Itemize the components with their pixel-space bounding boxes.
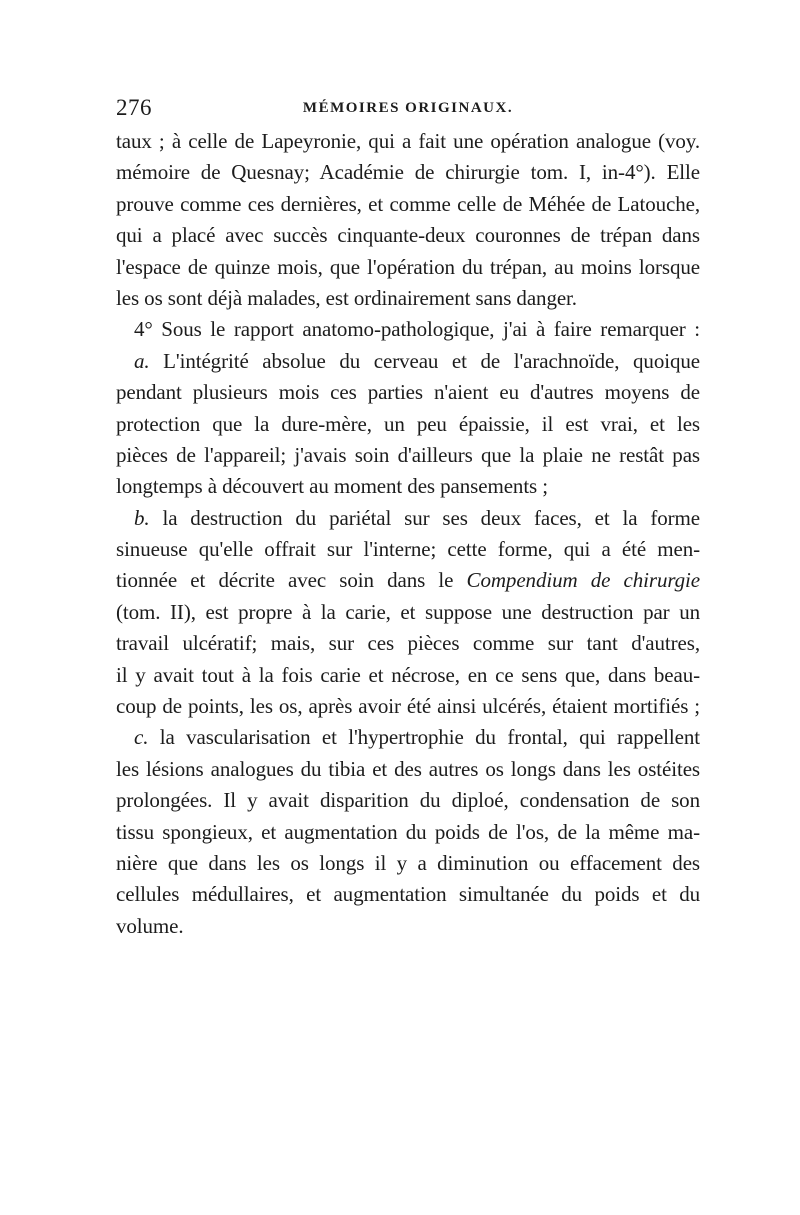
body-text <box>116 126 700 942</box>
italic-title: Compendium de chirurgie <box>466 568 701 593</box>
text-line: pendant plusieurs mois ces parties n'aient eu d'autres moyens de <box>116 380 700 405</box>
text-line: b. la destruction du pariétal sur ses deux faces, et la forme <box>134 505 700 530</box>
text-line: pièces de l'appareil; j'avais soin d'ailleurs que la plaie ne restât pas <box>116 442 700 467</box>
text-line: coup de points, les os, après avoir été ainsi ulcérés, étaient mortifiés ; <box>116 694 700 719</box>
text-line: cellules médullaires, et augmentation simultanée du poids et du <box>116 882 700 907</box>
text-line: l'espace de quinze mois, que l'opération du trépan, au moins lorsque <box>116 254 700 279</box>
text-segment: tionnée et décrite avec soin dans le <box>116 568 454 593</box>
text-line: qui a placé avec succès cinquante-deux couronnes de trépan dans <box>116 223 700 248</box>
text-line: tissu spongieux, et augmentation du poids de l'os, de la même ma- <box>116 819 700 844</box>
text-line: c. la vascularisation et l'hypertrophie du frontal, qui rappellent <box>134 725 700 750</box>
enumeration-letter: b. <box>134 505 150 530</box>
enumeration-letter: a. <box>134 348 150 373</box>
text-line: volume. <box>116 913 184 938</box>
text-line: protection que la dure-mère, un peu épaissie, il est vrai, et les <box>116 411 700 436</box>
text-line: il y avait tout à la fois carie et nécrose, en ce sens que, dans beau- <box>116 662 700 687</box>
text-line: les lésions analogues du tibia et des autres os longs dans les ostéites <box>116 756 700 781</box>
running-title: MÉMOIRES ORIGINAUX. <box>302 100 514 116</box>
text-line: taux ; à celle de Lapeyronie, qui a fait une opération analogue (voy. <box>116 129 700 153</box>
text-line <box>116 565 700 596</box>
text-line: longtemps à découvert au moment des pansements ; <box>116 474 549 499</box>
text-line: prolongées. Il y avait disparition du diploé, condensation de son <box>116 788 700 813</box>
page-number: 276 <box>116 95 152 120</box>
text-line: nière que dans les os longs il y a diminution ou effacement des <box>116 850 700 875</box>
text-line: prouve comme ces dernières, et comme celle de Méhée de Latouche, <box>116 191 700 216</box>
enumeration-letter: c. <box>134 725 149 750</box>
running-head <box>116 95 700 125</box>
text-line: 4° Sous le rapport anatomo-pathologique, j'ai à faire remarquer : <box>134 317 700 342</box>
text-line: sinueuse qu'elle offrait sur l'interne; cette forme, qui a été men- <box>116 537 700 562</box>
text-line: a. L'intégrité absolue du cerveau et de l'arachnoïde, quoique <box>134 348 700 373</box>
text-line: les os sont déjà malades, est ordinairement sans danger. <box>116 285 577 310</box>
text-line: (tom. II), est propre à la carie, et suppose une destruction par un <box>116 599 700 624</box>
text-line: travail ulcératif; mais, sur ces pièces comme sur tant d'autres, <box>116 631 700 656</box>
text-line: mémoire de Quesnay; Académie de chirurgie tom. I, in-4°). Elle <box>116 160 700 185</box>
